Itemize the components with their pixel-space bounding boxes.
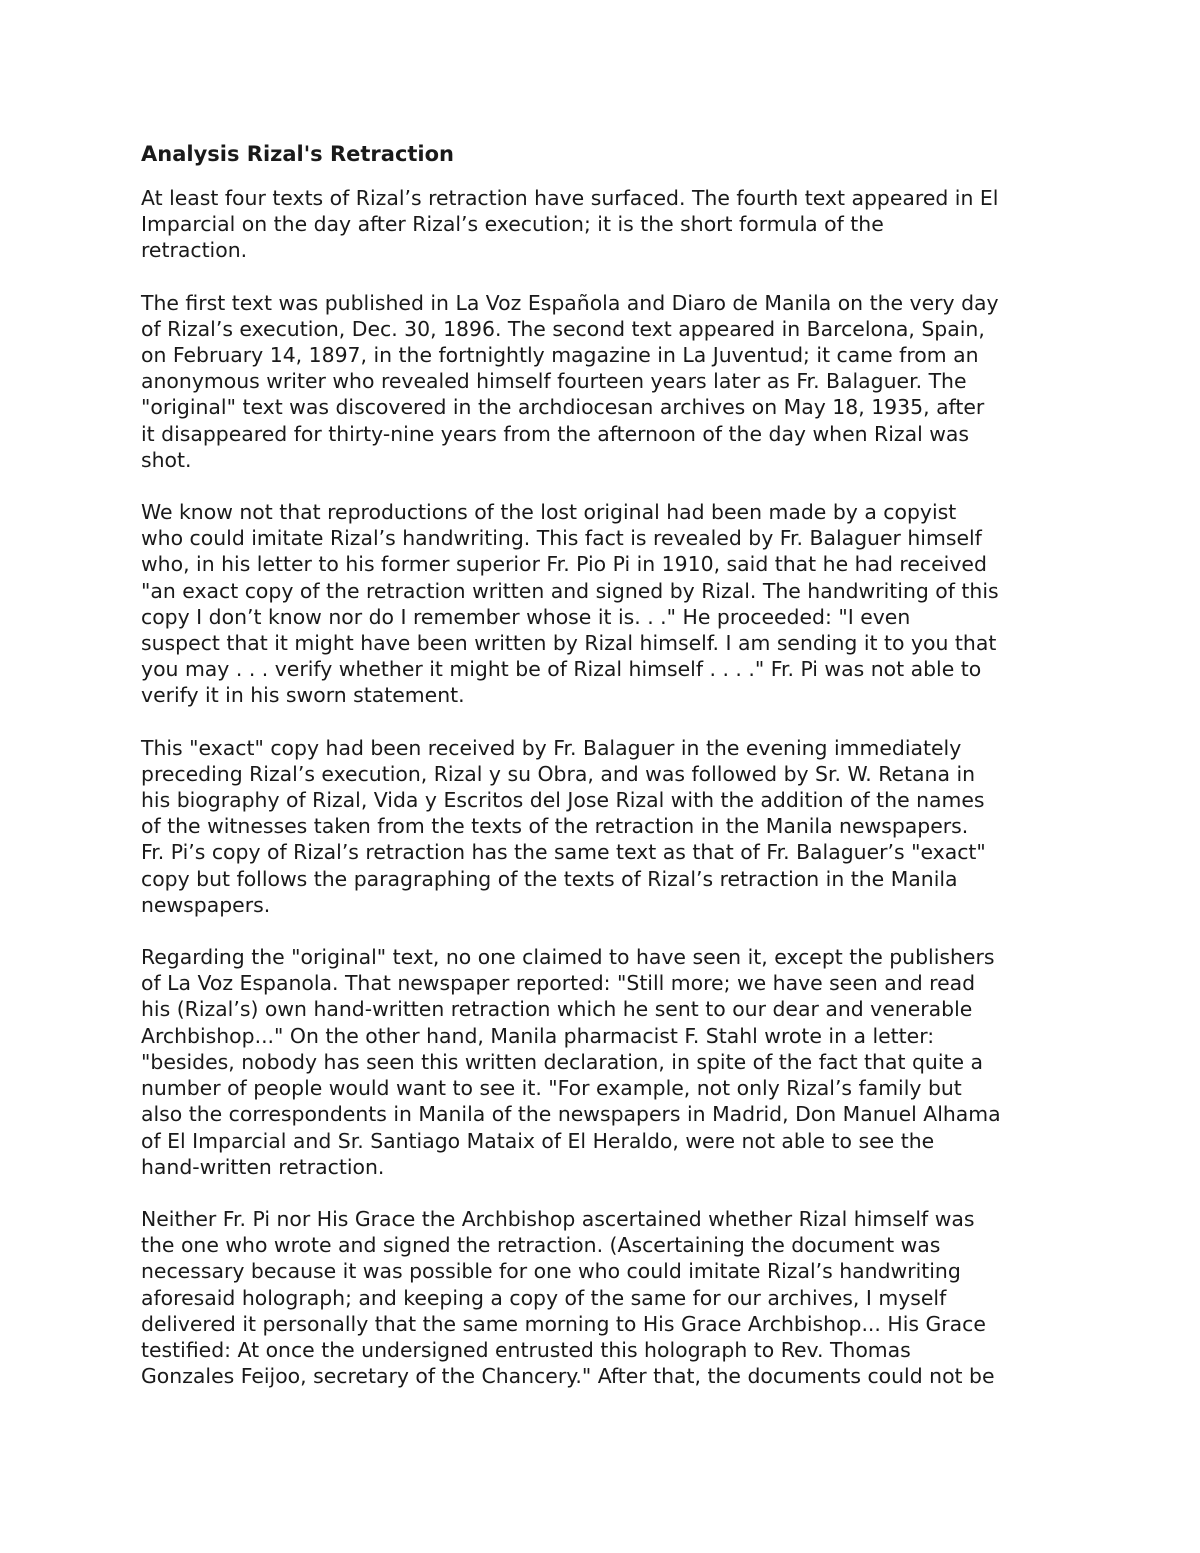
paragraph-2	[141, 290, 1061, 473]
text-line: Regarding the "original" text, no one claimed to have seen it, except the publishers	[141, 945, 995, 970]
text-line: The first text was published in La Voz Española and Diaro de Manila on the very day	[141, 290, 999, 315]
text-line: retraction.	[141, 238, 248, 263]
text-line: Archbishop..." On the other hand, Manila pharmacist F. Stahl wrote in a letter:	[141, 1023, 935, 1048]
text-line: hand-written retraction.	[141, 1154, 385, 1179]
document-title: Analysis Rizal's Retraction	[141, 142, 455, 166]
text-line: Fr. Pi’s copy of Rizal’s retraction has the same text as that of Fr. Balaguer’s "exact"	[141, 840, 986, 865]
text-line: copy but follows the paragraphing of the texts of Rizal’s retraction in the Manila	[141, 866, 958, 891]
text-line: his (Rizal’s) own hand-written retraction which he sent to our dear and venerable	[141, 997, 973, 1022]
text-line: testified: At once the undersigned entrusted this holograph to Rev. Thomas	[141, 1337, 911, 1362]
paragraph-6	[141, 1206, 1061, 1389]
text-line: "original" text was discovered in the archdiocesan archives on May 18, 1935, after	[141, 395, 985, 420]
text-line: the one who wrote and signed the retraction. (Ascertaining the document was	[141, 1233, 941, 1258]
text-line: newspapers.	[141, 892, 271, 917]
text-line: who could imitate Rizal’s handwriting. This fact is revealed by Fr. Balaguer himself	[141, 526, 982, 551]
text-line: of Rizal’s execution, Dec. 30, 1896. The second text appeared in Barcelona, Spain,	[141, 316, 985, 341]
text-line: necessary because it was possible for one who could imitate Rizal’s handwriting	[141, 1259, 961, 1284]
text-line: "besides, nobody has seen this written declaration, in spite of the fact that quite a	[141, 1049, 983, 1074]
text-line: Imparcial on the day after Rizal’s execution; it is the short formula of the	[141, 212, 884, 237]
paragraph-5	[141, 944, 1061, 1180]
text-line: Neither Fr. Pi nor His Grace the Archbishop ascertained whether Rizal himself was	[141, 1206, 975, 1231]
text-line: aforesaid holograph; and keeping a copy of the same for our archives, I myself	[141, 1285, 947, 1310]
text-line: Gonzales Feijoo, secretary of the Chancery." After that, the documents could not be	[141, 1364, 995, 1389]
paragraph-4	[141, 735, 1061, 918]
text-line: anonymous writer who revealed himself fourteen years later as Fr. Balaguer. The	[141, 369, 967, 394]
text-line: delivered it personally that the same morning to His Grace Archbishop... His Grace	[141, 1311, 986, 1336]
text-line: At least four texts of Rizal’s retraction have surfaced. The fourth text appeared in El	[141, 186, 999, 210]
text-line: it disappeared for thirty-nine years from the afternoon of the day when Rizal was	[141, 421, 970, 446]
text-line: We know not that reproductions of the lost original had been made by a copyist	[141, 500, 957, 525]
text-line: number of people would want to see it. "For example, not only Rizal’s family but	[141, 1076, 962, 1101]
paragraph-1	[141, 185, 1061, 264]
text-line: of the witnesses taken from the texts of the retraction in the Manila newspapers.	[141, 814, 969, 839]
text-line: copy I don’t know nor do I remember whose it is. . ." He proceeded: "I even	[141, 604, 911, 629]
text-line: "an exact copy of the retraction written and signed by Rizal. The handwriting of this	[141, 578, 999, 603]
text-line: shot.	[141, 447, 192, 472]
text-line: his biography of Rizal, Vida y Escritos del Jose Rizal with the addition of the names	[141, 788, 985, 813]
text-line: verify it in his sworn statement.	[141, 683, 465, 708]
text-line: who, in his letter to his former superior Fr. Pio Pi in 1910, said that he had received	[141, 552, 987, 577]
text-line: preceding Rizal’s execution, Rizal y su Obra, and was followed by Sr. W. Retana in	[141, 761, 976, 786]
text-line: This "exact" copy had been received by Fr. Balaguer in the evening immediately	[141, 735, 962, 760]
document-page	[141, 140, 1061, 1415]
text-line: of La Voz Espanola. That newspaper reported: "Still more; we have seen and read	[141, 971, 976, 996]
text-line: suspect that it might have been written by Rizal himself. I am sending it to you that	[141, 631, 997, 656]
text-line: of El Imparcial and Sr. Santiago Mataix of El Heraldo, were not able to see the	[141, 1128, 935, 1153]
text-line: you may . . . verify whether it might be of Rizal himself . . . ." Fr. Pi was not able to	[141, 657, 982, 682]
text-line: on February 14, 1897, in the fortnightly magazine in La Juventud; it came from an	[141, 343, 979, 368]
paragraph-3	[141, 499, 1061, 709]
text-line: also the correspondents in Manila of the newspapers in Madrid, Don Manuel Alhama	[141, 1102, 1001, 1127]
